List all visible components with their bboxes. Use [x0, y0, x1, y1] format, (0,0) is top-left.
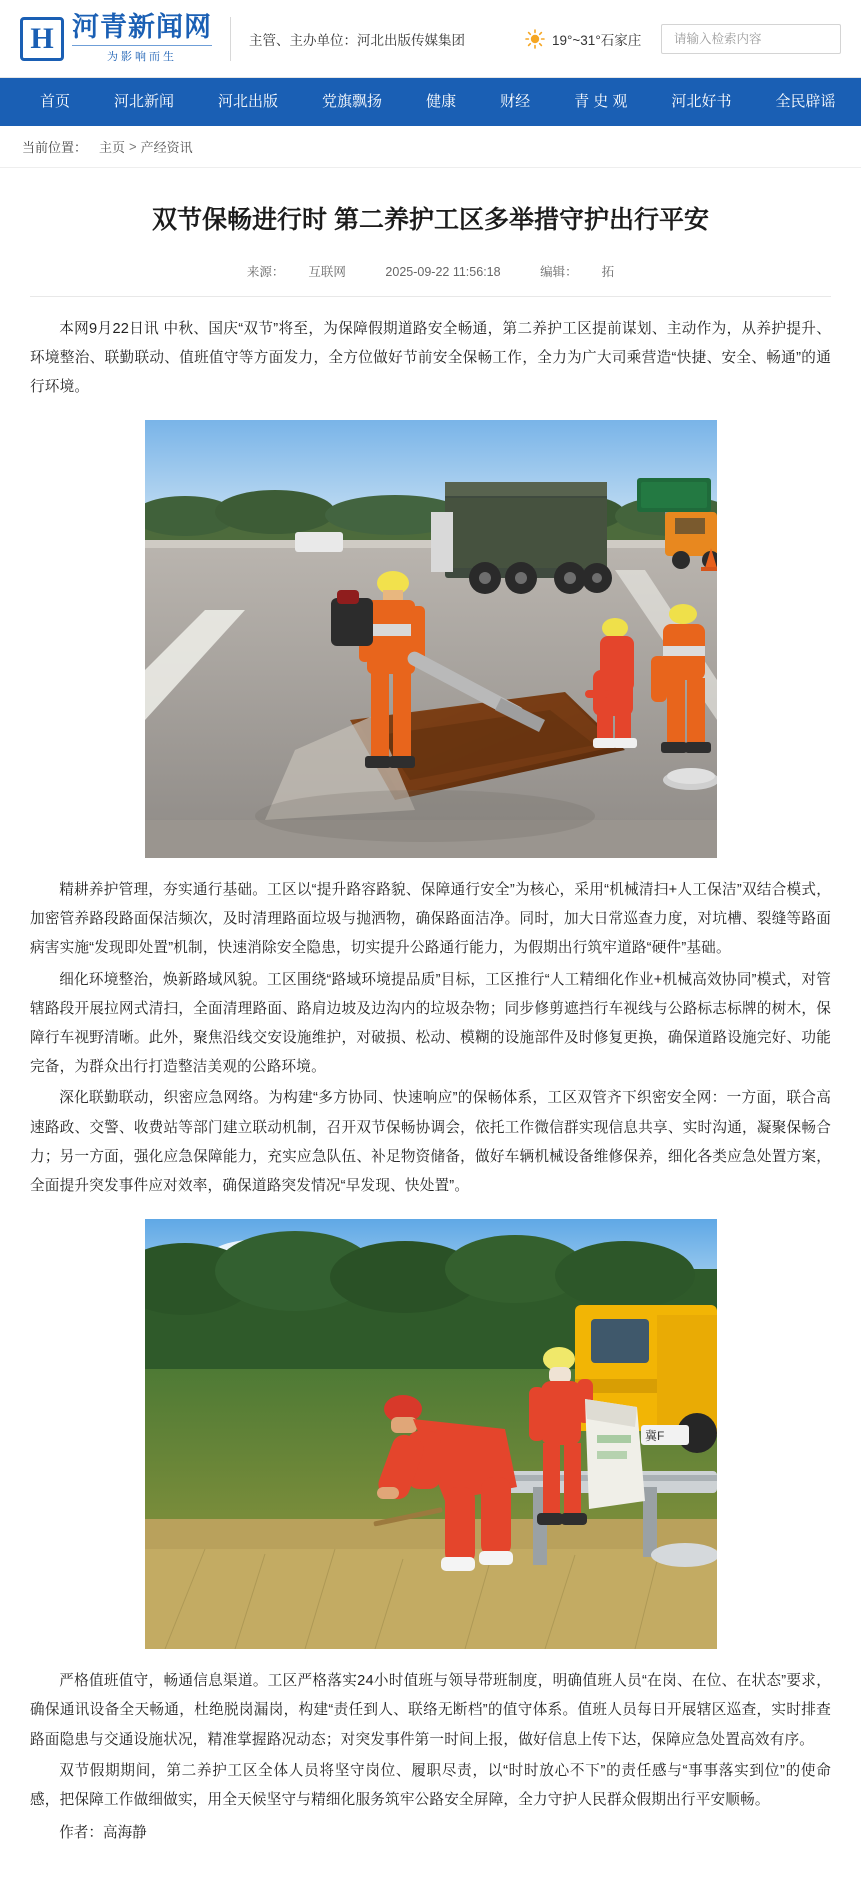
nav-item-health[interactable]: 健康 [426, 93, 457, 110]
weather-widget [525, 29, 641, 49]
logo-text-block [72, 13, 212, 65]
header-divider [230, 17, 231, 61]
article-paragraph: 本网9月22日讯 中秋、国庆“双节”将至，为保障假期道路安全畅通，第二养护工区提前谋划、主动作为，从养护提升、环境整治、联勤联动、值班值守等方面发力，全方位做好节前安全保畅工作，全力为广大司乘营造“快捷、安全、畅通”的通行环境。 [30, 320, 831, 395]
site-slogan: 为影响而生 [72, 45, 212, 64]
article-source: 来源： 互联网 [246, 264, 346, 279]
article-paragraph: 严格值班值守，畅通信息渠道。工区严格落实24小时值班与领导带班制度，明确值班人员“在岗、在位、在状态”要求，确保通讯设备全天畅通，杜绝脱岗漏岗，构建“责任到人、联络无断档”的值守体系。值班人员每日开展辖区巡查，实时排查路面隐患与交通设施状况，精准掌握路况动态；对突发事件第一时间上报，做好信息上传下达，保障应急处置高效有序。 [30, 1673, 831, 1748]
main-nav [0, 78, 861, 126]
nav-item-finance[interactable]: 财经 [500, 93, 531, 110]
site-title: 河青新闻网 [72, 11, 212, 42]
article-meta [30, 262, 831, 297]
article-photo-2 [145, 1219, 717, 1649]
article-photo-1 [145, 420, 717, 858]
nav-item-history-view[interactable]: 青 史 观 [574, 93, 628, 110]
breadcrumb-current-link[interactable]: 产经资讯 [140, 140, 193, 155]
breadcrumb-home-link[interactable]: 主页 [99, 140, 126, 155]
breadcrumb [0, 126, 861, 168]
breadcrumb-separator: > [129, 139, 137, 154]
nav-item-rumor-refute[interactable]: 全民辟谣 [775, 93, 836, 110]
breadcrumb-label: 当前位置： [22, 140, 88, 155]
article-paragraph: 双节假期期间，第二养护工区全体人员将坚守岗位、履职尽责，以“时时放心不下”的责任感与“事事落实到位”的使命感，把保障工作做细做实，用全天候坚守与精细化服务筑牢公路安全屏障，全力守护人民群众假期出行平安顺畅。 [30, 1762, 831, 1808]
article-title: 双节保畅进行时 第二养护工区多举措守护出行平安 [152, 206, 709, 234]
nav-item-hebei-publishing[interactable]: 河北出版 [218, 93, 279, 110]
search-box[interactable] [661, 24, 841, 54]
sponsor-text: 主管、主办单位：河北出版传媒集团 [249, 32, 465, 48]
logo-icon: H [20, 17, 64, 61]
article-author: 作者：高海静 [59, 1825, 147, 1842]
article-editor: 编辑： 拓 [540, 264, 615, 279]
site-logo[interactable] [20, 13, 212, 65]
svg-text:冀F: 冀F [644, 1429, 664, 1444]
nav-item-hebei-news[interactable]: 河北新闻 [114, 93, 175, 110]
article-paragraph: 细化环境整治，焕新路域风貌。工区围绕“路域环境提品质”目标，工区推行“人工精细化作业+机械高效协同”模式，对管辖路段开展拉网式清扫，全面清理路面、路肩边坡及边沟内的垃圾杂物；同步修剪遮挡行车视线与公路标志标牌的树木，保障行车视野清晰。此外，聚焦沿线交安设施维护，对破损、松动、模糊的设施部件及时修复更换，确保道路设施完好、功能完备，为群众出行打造整洁美观的公路环境。 [30, 971, 831, 1076]
article-datetime: 2025-09-22 11:56:18 [385, 264, 501, 279]
nav-item-home[interactable]: 首页 [40, 93, 71, 110]
article [0, 168, 861, 1888]
nav-item-hebei-books[interactable]: 河北好书 [671, 93, 732, 110]
nav-item-party-flag[interactable]: 党旗飘扬 [322, 93, 383, 110]
article-paragraph: 深化联勤联动，织密应急网络。为构建“多方协同、快速响应”的保畅体系，工区双管齐下织密安全网：一方面，联合高速路政、交警、收费站等部门建立联动机制，召开双节保畅协调会，依托工作微信群实现信息共享、实时沟通，凝聚保畅合力；另一方面，强化应急保障能力，充实应急队伍、补足物资储备，做好车辆机械设备维修保养，细化各类应急处置方案，全面提升突发事件应对效率，确保道路突发情况“早发现、快处置”。 [30, 1090, 831, 1194]
sun-icon [525, 29, 545, 49]
article-paragraph: 精耕养护管理，夯实通行基础。工区以“提升路容路貌、保障通行安全”为核心，采用“机械清扫+人工保洁”双结合模式，加密管养路段路面保洁频次，及时清理路面垃圾与抛洒物，确保路面洁净。同时，加大日常巡查力度，对坑槽、裂缝等路面病害实施“发现即处置”机制，快速消除安全隐患，切实提升公路通行能力，为假期出行筑牢道路“硬件”基础。 [30, 882, 831, 957]
weather-text: 19°~31°石家庄 [552, 32, 642, 48]
article-body [30, 297, 831, 1849]
search-input[interactable] [672, 31, 830, 47]
site-header [0, 0, 861, 78]
